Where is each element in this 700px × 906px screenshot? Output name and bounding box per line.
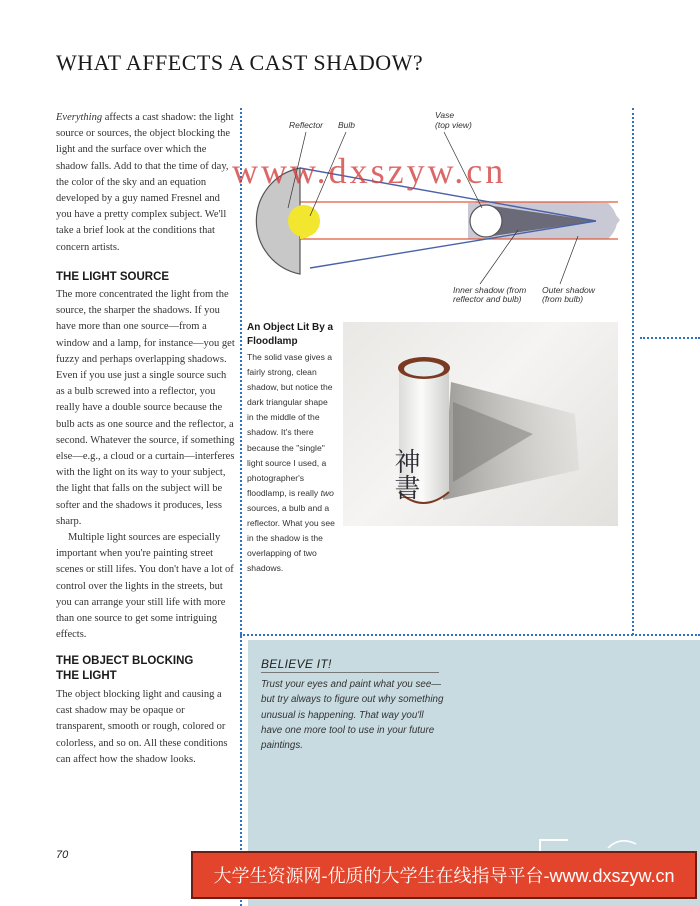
label-reflector: Reflector — [289, 120, 324, 130]
label-inner-shadow-sub: reflector and bulb) — [453, 294, 522, 304]
label-bulb: Bulb — [338, 120, 356, 130]
heading-object-blocking — [56, 654, 236, 684]
heading-object-line-1: THE OBJECT BLOCKING — [56, 655, 194, 667]
watermark-text: www.dxszyw.cn — [232, 151, 507, 191]
caption-body — [247, 350, 335, 576]
label-inner-shadow: Inner shadow (from — [453, 285, 527, 295]
label-vase-sub: (top view) — [435, 120, 472, 130]
bulb-shape — [288, 205, 320, 237]
vase-photo-drawing — [343, 322, 618, 526]
shadow-diagram — [248, 108, 628, 308]
column-divider-right — [632, 108, 634, 635]
outer-shadow-cap — [608, 203, 617, 239]
leader-outer-shadow — [560, 236, 578, 284]
light-source-paragraph-1: The more concentrated the light from the source, the sharper the shadows. If you have more than one source—from a window and a lamp, for instance—you get fuzzy and perhaps overlapping shadows. Even if you use just a single source such as a bulb screwed into a reflector, you really have a double source because the bulb acts as one source and the reflector, a second. Whatever the source, if something else—e.g., a cloud or a curtain—interferes with the light on its way to your subject, the light that falls on the subject will be softer and the shadows it produces, less sharp. — [56, 289, 235, 527]
believe-it-body: Trust your eyes and paint what you see—but try always to figure out why something unusual is happening. That way you'll have one more tool to use in your future paintings. — [261, 679, 444, 752]
margin-marker — [640, 337, 700, 339]
ray-bottom — [310, 221, 596, 268]
column-divider-left — [240, 108, 242, 906]
light-source-text — [56, 287, 236, 643]
watermark-banner[interactable]: 大学生资源网-优质的大学生在线指导平台-www.dxszyw.cn — [191, 851, 697, 899]
section-divider — [240, 634, 700, 636]
label-vase: Vase — [435, 110, 455, 120]
vase-opening — [404, 362, 444, 377]
light-source-paragraph-2: Multiple light sources are especially important when you're painting street scenes or still lifes. You don't have a lot of control over the lights in the streets, but you can arrange your still life with more than one source to get some intriguing effects. — [56, 532, 234, 641]
caption-body-part-1: The solid vase gives a fairly strong, clean shadow, but notice the dark triangular shape in the middle of the shadow. It's there because the "single" light source I used, a photographer's floodlamp, is really — [247, 352, 333, 498]
vase-calligraphy: 神書 — [390, 448, 420, 500]
object-paragraph: The object blocking light and causing a cast shadow may be opaque or transparent, smooth or rough, colored or colorless, and so on. All these conditions can affect how the shadow looks. — [56, 689, 228, 765]
heading-object-line-2: THE LIGHT — [56, 670, 117, 682]
label-outer-shadow: Outer shadow — [542, 285, 595, 295]
page-number: 70 — [56, 849, 69, 861]
intro-text — [56, 110, 236, 256]
page-title: WHAT AFFECTS A CAST SHADOW? — [56, 50, 424, 75]
vase-photo — [343, 322, 618, 526]
vase-top-view — [470, 205, 502, 237]
heading-light-source: THE LIGHT SOURCE — [56, 271, 170, 283]
intro-body: affects a cast shadow: the light source or sources, the object blocking the light and the surface over which the shadow falls. Add to that the time of day, the color of the sky and an equation developed by a guy named Fresnel and you have a pretty complex subject. We'll take a brief look at the conditions that concern artists. — [56, 112, 234, 253]
believe-it-title: BELIEVE IT! — [261, 657, 439, 673]
object-text — [56, 687, 236, 768]
caption-body-part-2: sources, a bulb and a reflector. What you see in the shadow is the overlapping of two shadows. — [247, 502, 335, 574]
caption-title: An Object Lit By a Floodlamp — [247, 322, 334, 347]
caption-emphasis: two — [320, 487, 334, 498]
intro-emphasis: Everything — [56, 112, 103, 123]
label-outer-shadow-sub: (from bulb) — [542, 294, 584, 304]
